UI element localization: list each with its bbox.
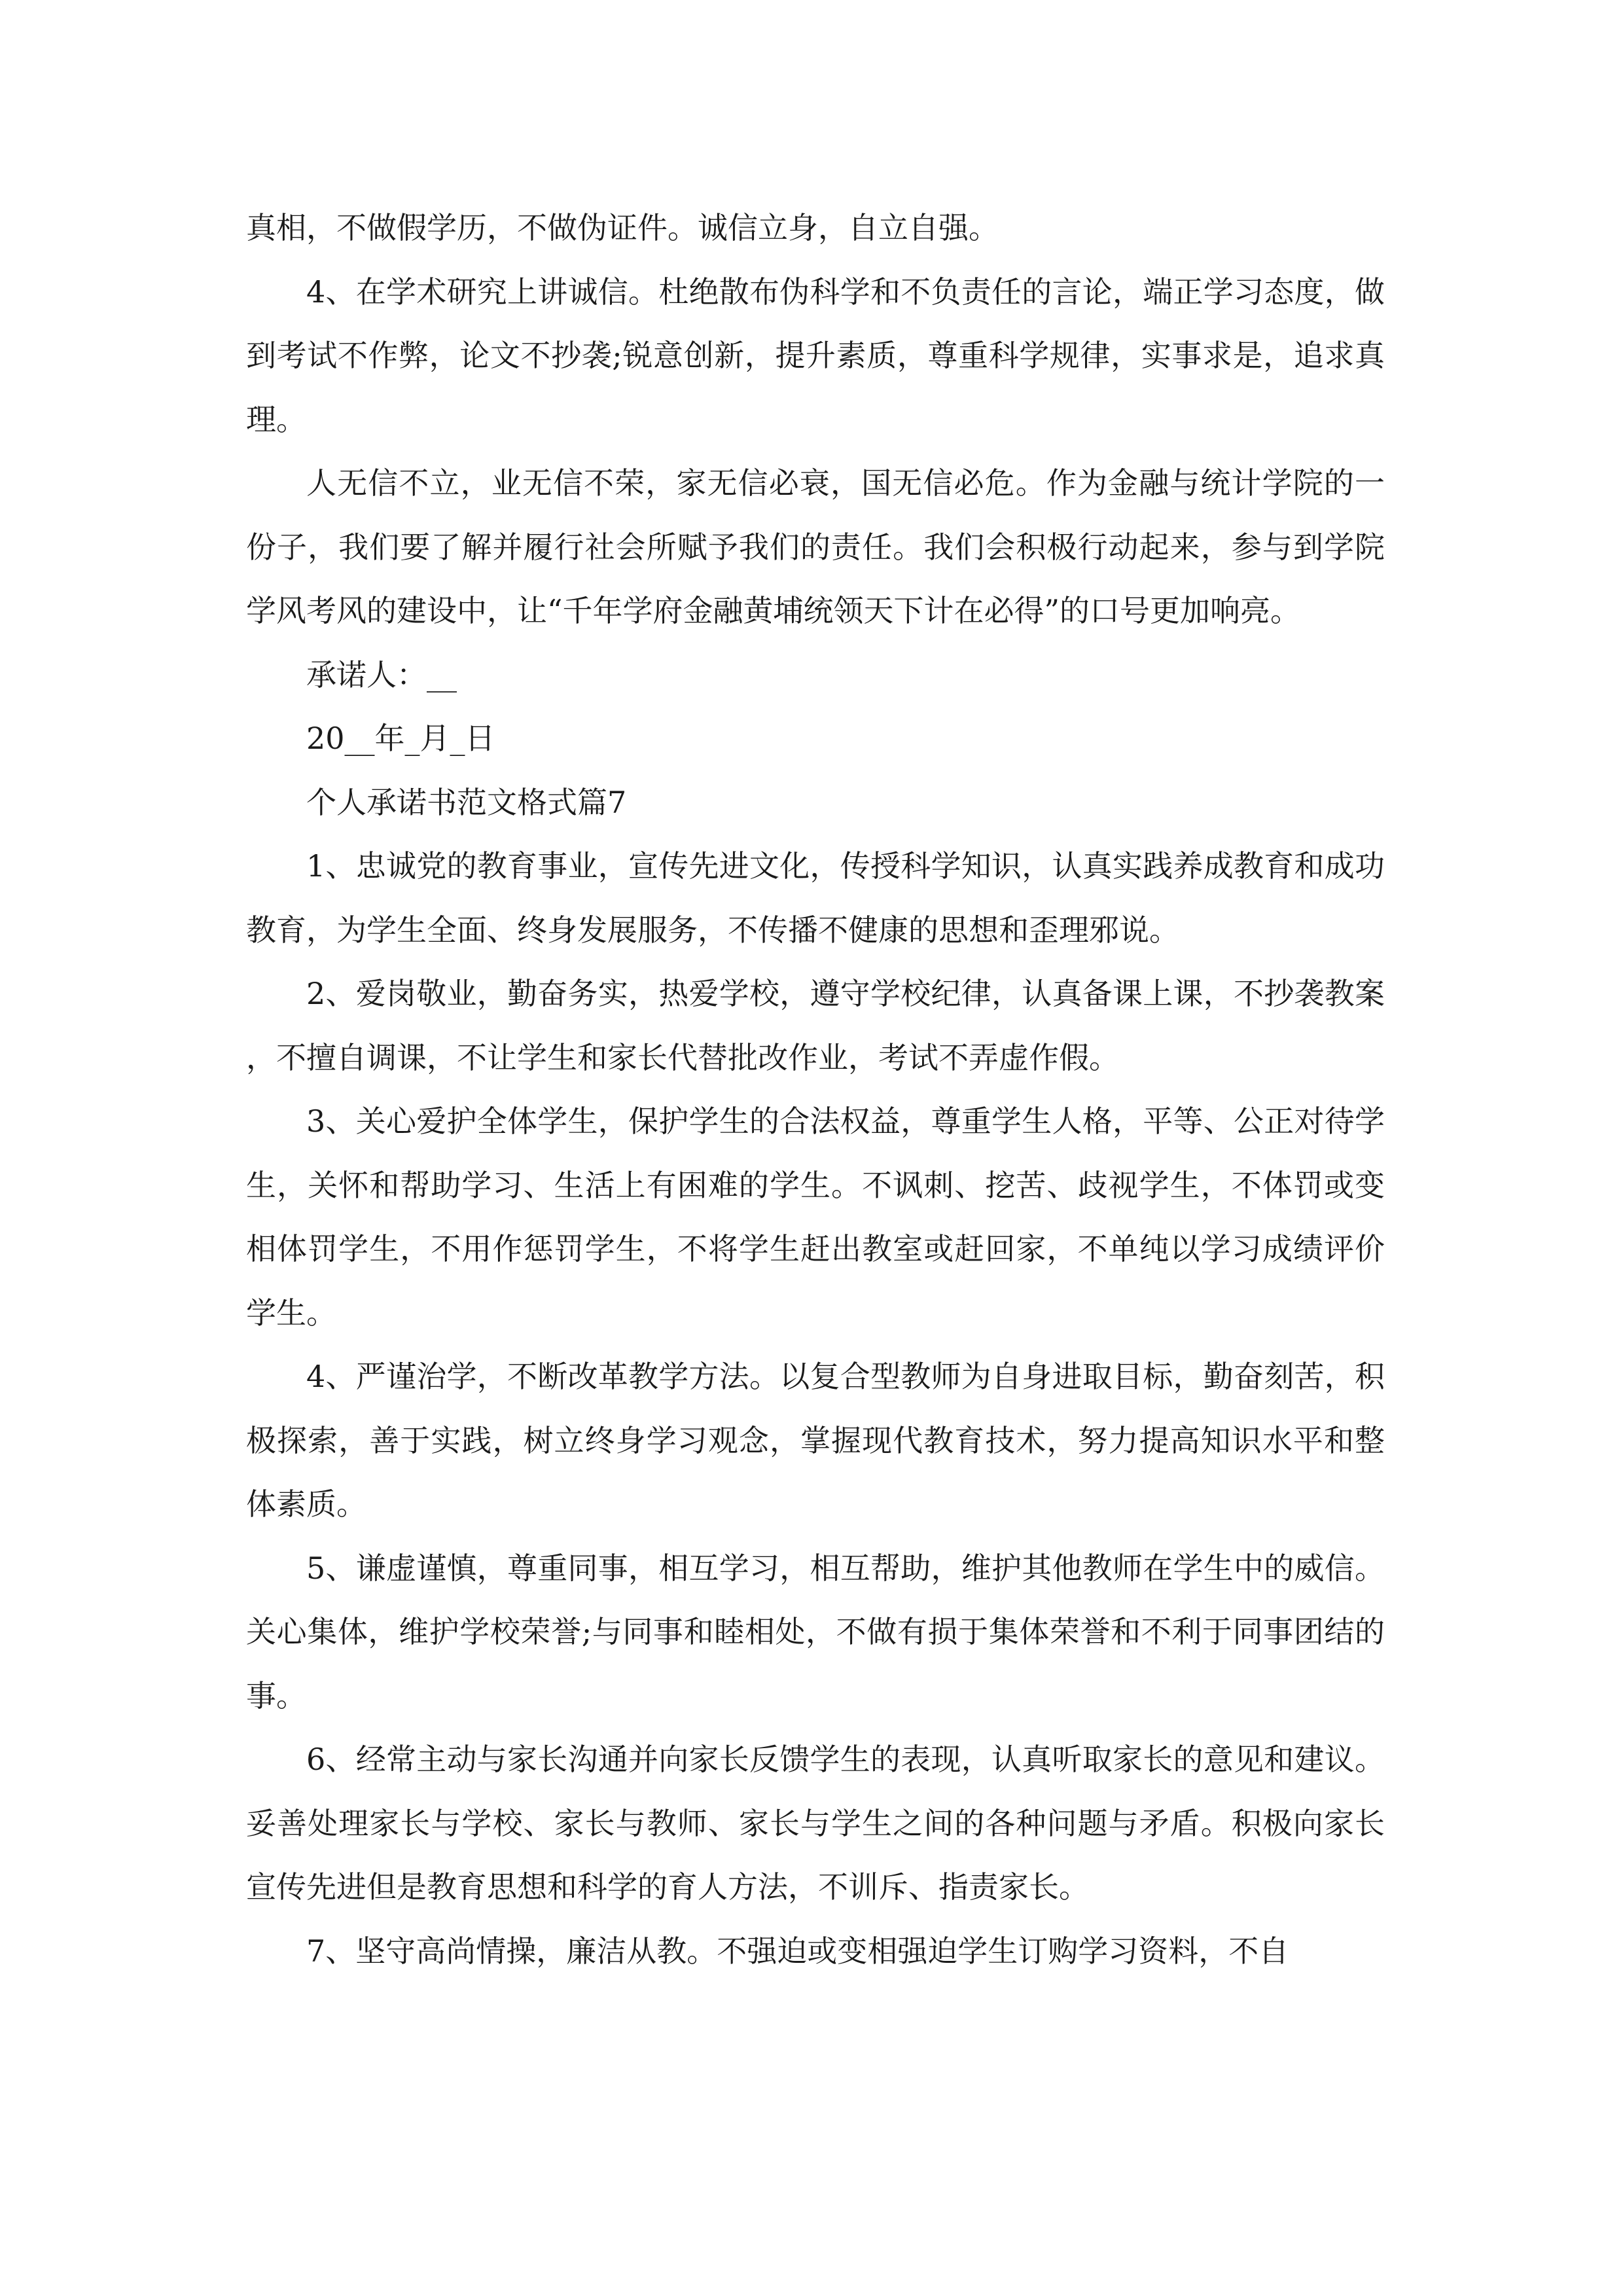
paragraph-item-3: 3、关心爱护全体学生，保护学生的合法权益，尊重学生人格，平等、公正对待学生，关怀和帮助学习、生活上有困难的学生。不讽刺、挖苦、歧视学生，不体罚或变相体罚学生，不用作惩罚学生，不将学生赶出教室或赶回家，不单纯以学习成绩评价学生。 <box>246 1103 1385 1331</box>
date-line: 20__年_月_日 <box>306 721 495 756</box>
document-body <box>246 196 1385 1983</box>
signature-line: 承诺人：__ <box>306 656 457 692</box>
paragraph-conclusion: 人无信不立，业无信不荣，家无信必衰，国无信必危。作为金融与统计学院的一份子，我们要了解并履行社会所赋予我们的责任。我们会积极行动起来，参与到学院学风考风的建设中，让“千年学府金融黄埔统领天下计在必得”的口号更加响亮。 <box>246 465 1385 628</box>
section-heading: 个人承诺书范文格式篇7 <box>306 784 627 820</box>
paragraph-item-2: 2、爱岗敬业，勤奋务实，热爱学校，遵守学校纪律，认真备课上课，不抄袭教案，不擅自调课，不让学生和家长代替批改作业，考试不弄虚作假。 <box>246 976 1385 1075</box>
paragraph-item-4-academic-integrity: 4、在学术研究上讲诚信。杜绝散布伪科学和不负责任的言论，端正学习态度，做到考试不作弊，论文不抄袭;锐意创新，提升素质，尊重科学规律，实事求是，追求真理。 <box>246 274 1385 437</box>
paragraph-item-6: 6、经常主动与家长沟通并向家长反馈学生的表现，认真听取家长的意见和建议。妥善处理家长与学校、家长与教师、家长与学生之间的各种问题与矛盾。积极向家长宣传先进但是教育思想和科学的育人方法，不训斥、指责家长。 <box>246 1742 1385 1905</box>
paragraph-item-1: 1、忠诚党的教育事业，宣传先进文化，传授科学知识，认真实践养成教育和成功教育，为学生全面、终身发展服务，不传播不健康的思想和歪理邪说。 <box>246 848 1385 948</box>
paragraph-item-4: 4、严谨治学，不断改革教学方法。以复合型教师为自身进取目标，勤奋刻苦，积极探索，善于实践，树立终身学习观念，掌握现代教育技术，努力提高知识水平和整体素质。 <box>246 1359 1385 1522</box>
paragraph-item-5: 5、谦虚谨慎，尊重同事，相互学习，相互帮助，维护其他教师在学生中的威信。关心集体，维护学校荣誉;与同事和睦相处，不做有损于集体荣誉和不利于同事团结的事。 <box>246 1550 1385 1713</box>
paragraph-item-7: 7、坚守高尚情操，廉洁从教。不强迫或变相强迫学生订购学习资料，不自 <box>306 1933 1289 1969</box>
paragraph-continuation: 真相，不做假学历，不做伪证件。诚信立身，自立自强。 <box>246 210 999 245</box>
